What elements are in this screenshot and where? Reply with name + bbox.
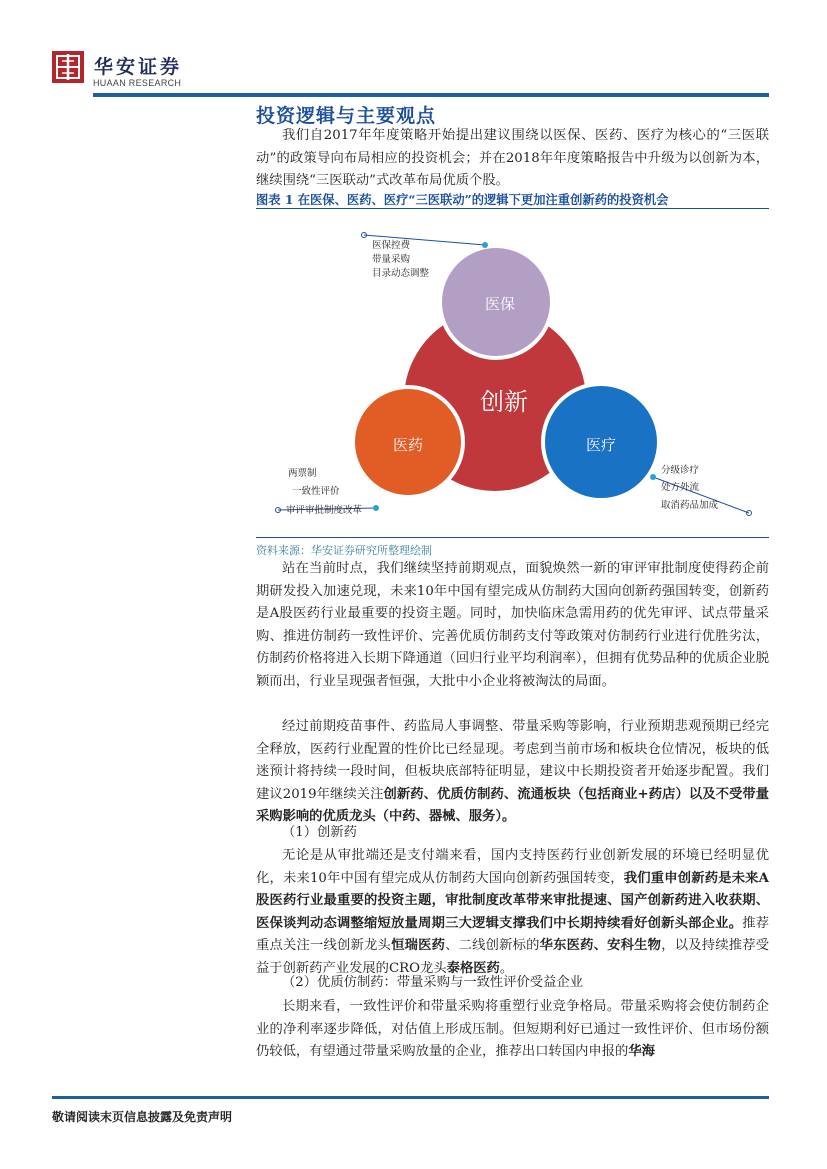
yibao-note-1: 医保控费: [372, 240, 411, 251]
yiliao-callout-dot: [650, 474, 656, 480]
paragraph-4-text: 长期来看，一致性评价和带量采购将重塑行业竞争格局。带量采购将会使仿制药企业的净利率逐步降低，对估值上形成压制。但短期利好已通过一致性评价、但市场份额仍较低，有望通过带量采购放量的企业，推荐出口转国内申报的: [256, 999, 769, 1060]
yiliao-note-2: 处方外流: [661, 482, 700, 493]
company-tigermed: 泰格医药: [446, 960, 500, 976]
subheading-innovative-drugs: （1）创新药: [282, 825, 357, 840]
yiyao-label: 医药: [392, 436, 424, 454]
paragraph-3-text-e: 、二线创新标的: [445, 938, 540, 954]
paragraph-2-text: 经过前期疫苗事件、药监局人事调整、带量采购等影响，行业预期悲观预期已经完全释放，医药行业配置的性价比已经显现。考虑到当前市场和板块仓位情况，板块的低迷预计将持续一段时间，但板块底部特征明显，建议中长期投资者开始逐步配置。我们建议2019年继续关注: [256, 719, 769, 802]
yiliao-label: 医疗: [585, 436, 617, 454]
company-huadong-anke: 华东医药、安科生物: [539, 938, 662, 954]
header-rule: [93, 93, 769, 97]
paragraph-4: [256, 996, 769, 1064]
paragraph-2-emphasis: 创新药、优质仿制药、流通板块（包括商业+药店）以及不受带量采购影响的优质龙头（中药、器械、服务）。: [256, 786, 770, 825]
intro-paragraph: 我们自2017年年度策略开始提出建议围绕以医保、医药、医疗为核心的“三医联动”的政策导向布局相应的投资机会；并在2018年年度策略报告中升级为以创新为本，继续围绕“三医联动”式改革布局优质个股。: [256, 128, 769, 189]
yiliao-note-1: 分级诊疗: [661, 465, 700, 476]
figure-source: 资料来源：华安证券研究所整理绘制: [256, 544, 432, 557]
paragraph-3-text-c: 推荐重点关注一线创新龙头: [256, 915, 770, 954]
paragraph-3-text-i: 。: [499, 960, 514, 976]
yiyao-callout-dot: [373, 505, 379, 511]
paragraph-3: [256, 845, 769, 981]
company-huahai: 华海: [628, 1044, 655, 1060]
subheading-quality-generics: （2）优质仿制药：带量采购与一致性评价受益企业: [282, 975, 583, 990]
paragraph-1: 站在当前时点，我们继续坚持前期观点，面貌焕然一新的审评审批制度使得药企前期研发投入加速兑现，未来10年中国有望完成从仿制药大国向创新药强国转变，创新药是A股医药行业最重要的投资主题。同时，加快临床急需用药的优先审评、试点带量采购、推进仿制药一致性评价、完善优质仿制药支付等政策对仿制药行业进行优胜劣汰，仿制药价格将进入长期下降通道（回归行业平均利润率），但拥有优势品种的优质企业脱颖而出，行业呈现强者恒强，大批中小企业将被淘汰的局面。: [256, 561, 769, 689]
figure-caption: 图表 1 在医保、医药、医疗“三医联动”的逻辑下更加注重创新药的投资机会: [256, 192, 669, 207]
center-label: 创新: [480, 388, 528, 416]
footer-disclaimer: 敬请阅读末页信息披露及免责声明: [52, 1110, 233, 1124]
company-name-en: HUAAN RESEARCH: [93, 78, 182, 88]
yibao-label: 医保: [484, 295, 516, 313]
yibao-note-2: 带量采购: [372, 254, 411, 265]
yibao-note-3: 目录动态调整: [372, 268, 430, 279]
section-title: 投资逻辑与主要观点: [256, 105, 437, 127]
paragraph-2: [256, 716, 769, 829]
yiyao-note-3: 审评审批制度改革: [286, 505, 363, 516]
company-name-cn: 华安证券: [94, 56, 183, 78]
yiyao-note-1: 两票制: [288, 468, 317, 479]
company-logo-mark: [52, 51, 84, 83]
figure-bottom-rule: [256, 537, 769, 538]
footer-rule: [52, 1096, 769, 1099]
figure-top-rule: [256, 208, 769, 209]
yiyao-note-2: 一致性评价: [292, 486, 340, 497]
company-hengrui: 恒瑞医药: [391, 938, 446, 954]
yibao-callout-dot: [482, 242, 488, 248]
paragraph-3-emphasis: 我们重申创新药是未来A股医药行业最重要的投资主题，审批制度改革带来审批提速、国产创新药进入收获期、医保谈判动态调整缩短放量周期三大逻辑支撑我们中长期持续看好创新头部企业。: [256, 870, 769, 931]
three-medical-linkage-diagram: [256, 210, 769, 536]
paragraph-3-text-a: 无论是从审批端还是支付端来看，国内支持医药行业创新发展的环境已经明显优化，未来10年中国有望完成从仿制药大国向创新药强国转变，: [256, 848, 769, 886]
paragraph-3-text-g: ，以及持续推荐受益于创新药产业发展的CRO龙头: [256, 938, 770, 976]
yiliao-note-3: 取消药品加成: [661, 500, 719, 511]
